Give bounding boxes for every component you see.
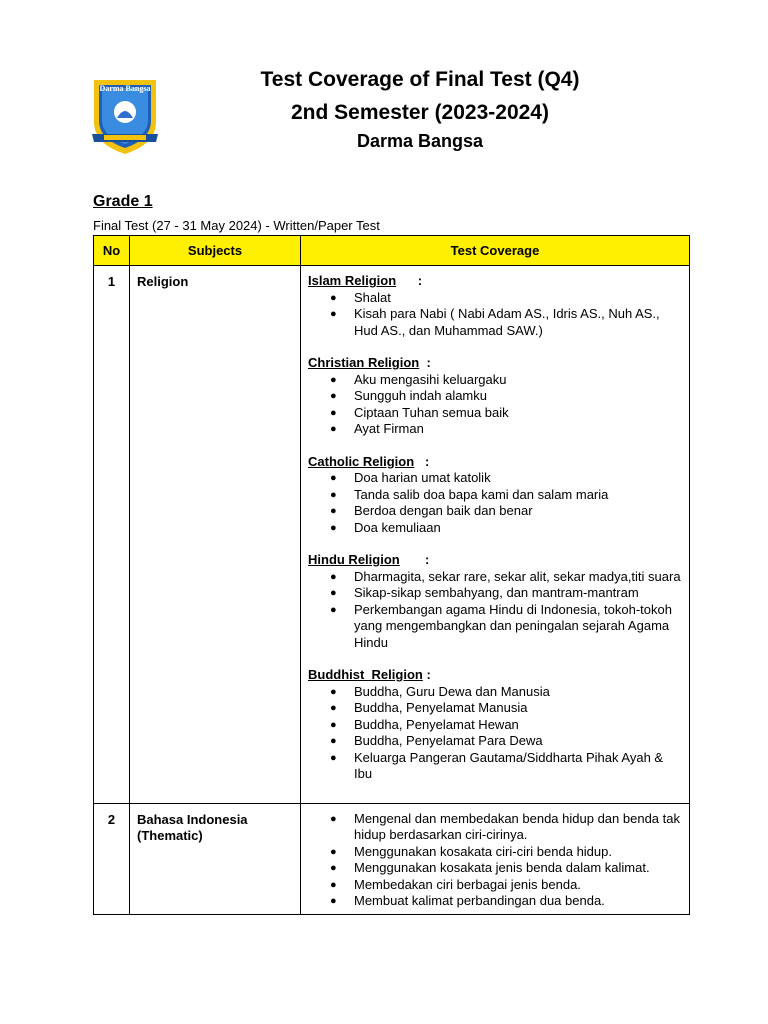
subject-line: Bahasa Indonesia (137, 811, 248, 827)
list-item: ● Sungguh indah alamku (308, 388, 681, 405)
coverage-table (93, 235, 690, 915)
coverage-section: Christian Religion : ● Aku mengasihi keluargaku ● Sungguh indah alamku ● Ciptaan Tuhan semua baik ● Ayat Firman (308, 355, 681, 438)
school-name: Darma Bangsa (356, 131, 484, 151)
row-subject (130, 803, 301, 914)
list-item: ● Menggunakan kosakata jenis benda dalam kalimat. (308, 860, 681, 877)
grade-heading: Grade 1 (93, 193, 153, 210)
table-header-row (94, 236, 690, 266)
list-item: ● Menggunakan kosakata ciri-ciri benda hidup. (308, 844, 681, 861)
list-item: ● Doa kemuliaan (308, 520, 681, 537)
list-item: ● Perkembangan agama Hindu di Indonesia, tokoh-tokoh yang mengembangkan dan peningalan sejarah Agama Hindu (308, 602, 681, 652)
subject-line: (Thematic) (137, 828, 203, 843)
list-item: ● Aku mengasihi keluargaku (308, 372, 681, 389)
section-heading: Catholic Religion (308, 453, 415, 469)
list-item: ● Ayat Firman (308, 421, 681, 438)
list-item: ● Tanda salib doa bapa kami dan salam maria (308, 487, 681, 504)
header-subjects: Subjects (130, 236, 301, 266)
list-item: ● Berdoa dengan baik dan benar (308, 503, 681, 520)
row-coverage (301, 266, 690, 804)
coverage-section: Islam Religion : ● Shalat ● Kisah para Nabi ( Nabi Adam AS., Idris AS., Nuh AS., Hud AS., dan Muhammad SAW.) (308, 273, 681, 339)
table-row (94, 803, 690, 914)
section-heading: Buddhist Religion (308, 667, 423, 682)
list-item: ● Shalat (308, 290, 681, 307)
row-number: 2 (94, 803, 130, 914)
coverage-section: Buddhist Religion : ● Buddha, Guru Dewa dan Manusia ● Buddha, Penyelamat Manusia ● Buddha, Penyelamat Hewan ● Buddha, Penyelamat Para Dewa ● Keluarga Pangeran Gautama/Siddharta Pihak Ayah & Ibu (308, 667, 681, 783)
table-row (94, 266, 690, 804)
header-coverage: Test Coverage (301, 236, 690, 266)
section-heading: Islam Religion (308, 273, 397, 288)
row-subject: Religion (130, 266, 301, 804)
final-test-info: Final Test (27 - 31 May 2024) - Written/Paper Test (93, 218, 380, 233)
list-item: ● Buddha, Guru Dewa dan Manusia (308, 684, 681, 701)
document-title: Test Coverage of Final Test (Q4) (260, 68, 580, 91)
logo-lettering: Darma Bangsa (99, 84, 151, 93)
list-item: ● Sikap-sikap sembahyang, dan mantram-mantram (308, 585, 681, 602)
list-item: ● Doa harian umat katolik (308, 470, 681, 487)
list-item: ● Buddha, Penyelamat Para Dewa (308, 733, 681, 750)
row-number: 1 (94, 266, 130, 804)
row-coverage (301, 803, 690, 914)
list-item: ● Dharmagita, sekar rare, sekar alit, sekar madya,titi suara (308, 569, 681, 586)
list-item: ● Buddha, Penyelamat Manusia (308, 700, 681, 717)
list-item: ● Ciptaan Tuhan semua baik (308, 405, 681, 422)
list-item: ● Membedakan ciri berbagai jenis benda. (308, 877, 681, 894)
header-no: No (94, 236, 130, 266)
section-heading: Christian Religion (308, 355, 420, 370)
list-item: ● Mengenal dan membedakan benda hidup dan benda tak hidup berdasarkan ciri-cirinya. (308, 811, 681, 844)
list-item: ● Buddha, Penyelamat Hewan (308, 717, 681, 734)
section-heading: Hindu Religion (308, 552, 400, 567)
list-item: ● Kisah para Nabi ( Nabi Adam AS., Idris AS., Nuh AS., Hud AS., dan Muhammad SAW.) (308, 306, 681, 339)
semester-title: 2nd Semester (2023-2024) (291, 101, 549, 124)
list-item: ● Membuat kalimat perbandingan dua benda. (308, 893, 681, 910)
coverage-section: Catholic Religion : ● Doa harian umat katolik ● Tanda salib doa bapa kami dan salam maria ● Berdoa dengan baik dan benar ● Doa kemuliaan (308, 454, 681, 537)
list-item: ● Keluarga Pangeran Gautama/Siddharta Pihak Ayah & Ibu (308, 750, 681, 783)
coverage-section: Hindu Religion : ● Dharmagita, sekar rare, sekar alit, sekar madya,titi suara ● Sikap-sikap sembahyang, dan mantram-mantram ● Perkembangan agama Hindu di Indonesia, tokoh-tokoh yang mengembangkan dan peningalan sejarah Agama Hindu (308, 552, 681, 651)
